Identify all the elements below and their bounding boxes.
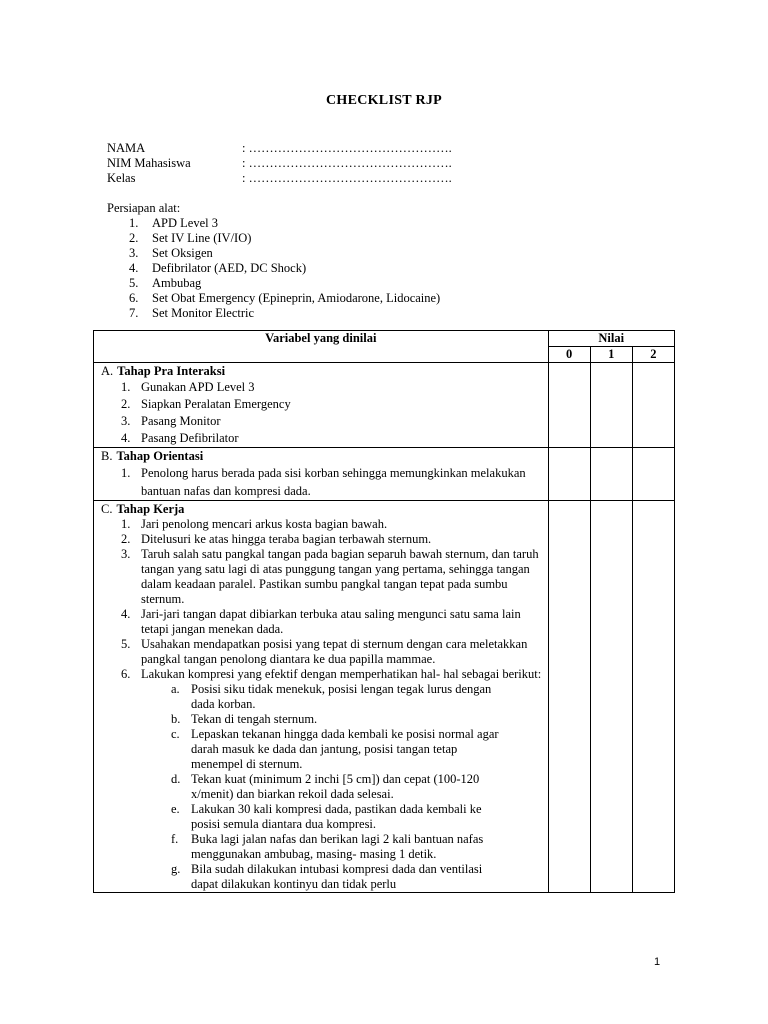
list-number: 1. [129,216,139,230]
list-text: Usahakan mendapatkan posisi yang tepat di sternum dengan cara meletakkan pangkal tangan penolong diantara ke dua papilla mammae. [141,637,528,666]
score-cell [590,448,632,501]
list-text: Taruh salah satu pangkal tangan pada bagian separuh bawah sternum, dan taruh tangan yang satu lagi di atas punggung tangan yang pertama, sehingga tangan dalam keadaan paralel. Pastikan sumbu pangkal tangan tepat pada sumbu sternum. [141,547,539,606]
score-column-1: 1 [590,347,632,363]
list-item [94,547,548,607]
sub-letter: c. [171,727,180,741]
list-text: Jari-jari tangan dapat dibiarkan terbuka atau saling mengunci satu sama lain tetapi jangan menekan dada. [141,607,521,636]
list-item [94,607,548,637]
list-number: 1. [121,517,131,531]
equipment-heading: Persiapan alat: [107,201,181,215]
score-column-2: 2 [632,347,674,363]
list-text: Ditelusuri ke atas hingga teraba bagian terbawah sternum. [141,532,432,546]
list-number: 5. [121,637,131,651]
table-row [94,363,675,448]
score-column-0: 0 [548,347,590,363]
section-letter: C. [101,502,113,516]
sub-item [94,712,548,727]
section-letter: A. [101,364,114,378]
page-number: 1 [654,956,661,968]
score-cell [548,448,590,501]
list-number: 1. [121,466,131,480]
score-cell [590,501,632,893]
list-text: Defibrilator (AED, DC Shock) [152,261,307,275]
section-title-text: Tahap Pra Interaksi [117,364,226,378]
section-letter: B. [101,449,113,463]
list-text: Set IV Line (IV/IO) [152,231,252,245]
sub-item [94,772,548,802]
identity-label: NIM Mahasiswa [107,156,191,170]
list-text: Penolong harus berada pada sisi korban sehingga memungkinkan melakukan bantuan nafas dan kompresi dada. [141,466,526,498]
list-number: 2. [129,231,139,245]
list-item [94,396,548,413]
equipment-items [107,216,440,321]
section-title [94,501,548,517]
list-item [107,261,440,276]
sub-letter: e. [171,802,180,816]
identity-label: NAMA [107,141,146,155]
list-text: Ambubag [152,276,202,290]
list-text: Pasang Monitor [141,414,221,428]
table-row [94,448,675,501]
equipment-list [107,201,440,321]
sub-text: Tekan kuat (minimum 2 inchi [5 cm]) dan cepat (100-120 x/menit) dan biarkan rekoil dada selesai. [191,772,480,801]
score-cell [632,448,674,501]
list-text: Jari penolong mencari arkus kosta bagian bawah. [141,517,388,531]
assessment-table [93,330,675,893]
list-number: 7. [129,306,139,320]
list-number: 6. [129,291,139,305]
list-number: 3. [121,414,131,428]
sub-letter: d. [171,772,181,786]
list-item [94,379,548,396]
list-item [107,216,440,231]
identity-row-nim [107,156,527,171]
score-cell [632,501,674,893]
list-item [94,667,548,682]
header-score: Nilai [548,331,674,347]
identity-label: Kelas [107,171,136,185]
document-title: CHECKLIST RJP [325,93,443,108]
list-item [94,430,548,447]
sub-item [94,802,548,832]
list-item [107,231,440,246]
list-text: Set Obat Emergency (Epineprin, Amiodarone, Lidocaine) [152,291,441,305]
list-text: Siapkan Peralatan Emergency [141,397,291,411]
score-cell [548,501,590,893]
sub-text: Lakukan 30 kali kompresi dada, pastikan dada kembali ke posisi semula diantara dua kompresi. [191,802,482,831]
list-item [107,306,440,321]
sub-text: Bila sudah dilakukan intubasi kompresi dada dan ventilasi dapat dilakukan kontinyu dan tidak perlu [191,862,483,891]
sub-text: Buka lagi jalan nafas dan berikan lagi 2 kali bantuan nafas menggunakan ambubag, masing- masing 1 detik. [191,832,484,861]
identity-row-kelas [107,171,527,186]
header-variable: Variabel yang dinilai [94,331,549,363]
score-cell [590,363,632,448]
list-number: 2. [121,397,131,411]
identity-block [107,141,527,186]
list-text: Lakukan kompresi yang efektif dengan memperhatikan hal- hal sebagai berikut: [141,667,542,681]
list-item [94,413,548,430]
identity-row-nama [107,141,527,156]
list-item [94,464,548,500]
identity-value-field: : …………………………………………. [242,141,452,155]
sub-text: Lepaskan tekanan hingga dada kembali ke posisi normal agar darah masuk ke dada dan jantung, posisi tangan tetap menempel di sternum. [191,727,499,771]
list-text: Gunakan APD Level 3 [141,380,255,394]
section-a [94,363,549,448]
list-number: 2. [121,532,131,546]
section-title [94,363,548,379]
list-item [107,246,440,261]
score-cell [632,363,674,448]
list-item [94,637,548,667]
list-text: APD Level 3 [152,216,218,230]
list-number: 3. [121,547,131,561]
score-cell [548,363,590,448]
sub-letter: g. [171,862,181,876]
sub-letter: b. [171,712,181,726]
list-item [107,276,440,291]
list-number: 6. [121,667,131,681]
list-number: 4. [121,431,131,445]
list-text: Pasang Defibrilator [141,431,239,445]
sub-item [94,832,548,862]
list-number: 4. [129,261,139,275]
section-title-text: Tahap Kerja [116,502,185,516]
list-number: 3. [129,246,139,260]
sub-item [94,862,548,892]
list-text: Set Monitor Electric [152,306,255,320]
identity-value-field: : …………………………………………. [242,171,452,185]
list-item [94,517,548,532]
list-number: 1. [121,380,131,394]
list-number: 4. [121,607,131,621]
table-header-row [94,331,675,347]
sub-letter: a. [171,682,180,696]
section-title [94,448,548,464]
identity-value-field: : …………………………………………. [242,156,452,170]
list-item [94,532,548,547]
list-item [107,291,440,306]
sub-text: Tekan di tengah sternum. [191,712,318,726]
table-row [94,501,675,893]
sub-item [94,727,548,772]
list-number: 5. [129,276,139,290]
sub-text: Posisi siku tidak menekuk, posisi lengan tegak lurus dengan dada korban. [191,682,492,711]
section-c [94,501,549,893]
list-text: Set Oksigen [152,246,213,260]
sub-letter: f. [171,832,179,846]
section-b [94,448,549,501]
sub-item [94,682,548,712]
section-title-text: Tahap Orientasi [116,449,204,463]
